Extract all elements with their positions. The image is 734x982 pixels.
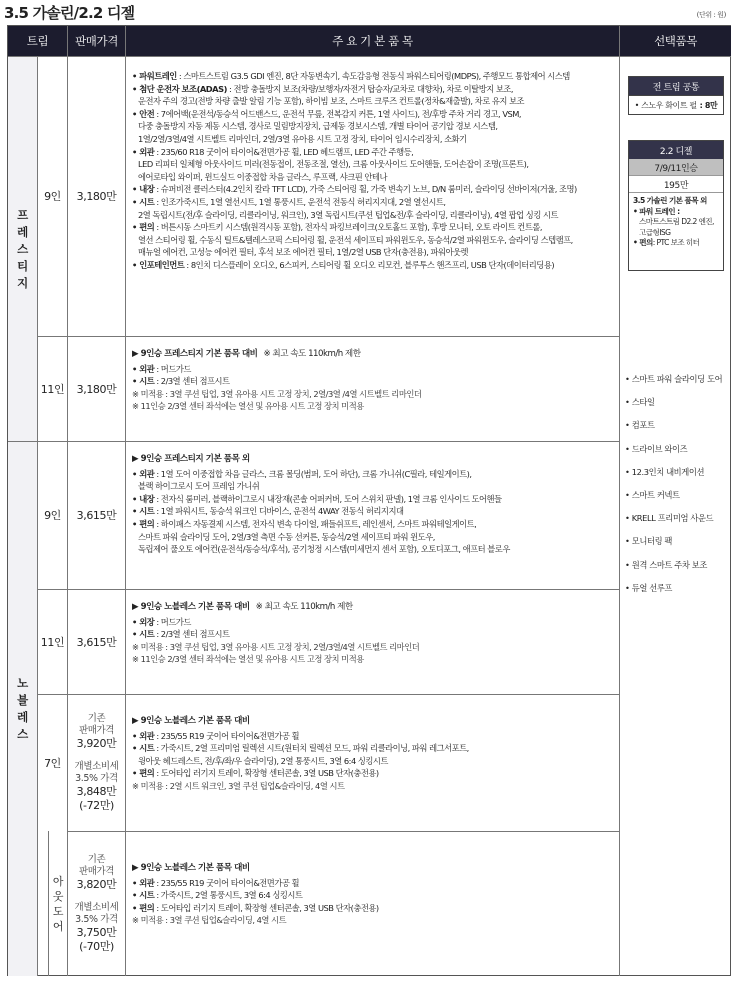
price-noblesse-7 [68,695,125,831]
spec-category: • 시트 [132,629,155,640]
spec-category: • 시트 [132,506,155,517]
option-diesel: 2.2 디젤 7/9/11인승 195만 3.5 가솔린 기본 품목 외 • 파워 트레인 : 스마트스트림 D2.2 엔진, 고급형ISG • 편의: PTC 보조 히터 [628,140,724,271]
spec-continuation: 스마트 파워 슬라이딩 도어, 2열/3열 측면 수동 선커튼, 동승석/2열 세이프티 파워 윈도우, [138,531,435,542]
option-item: • 컴포트 [625,420,655,431]
spec-continuation: 운전자 주의 경고(전방 차량 출발 알림 기능 포함), 하이빔 보조, 스마트 크루즈 컨트롤(정차&재출발), 차로 유지 보조 [138,96,525,107]
option-item: • 스마트 커넥트 [625,490,680,501]
trim-prestige-char: 프 [17,207,28,222]
spec-line: • 편의 : 도어타입 러기지 트레이, 확장형 센터콘솔, 3열 USB 단자(충전용) [132,768,379,779]
price-prestige-9: 3,180만 [76,190,117,203]
spec-heading: ▶ 9인승 노블레스 기본 품목 대비 [132,716,250,726]
seats-noblesse-11: 11인 [40,635,65,649]
spec-category: • 시트 [132,196,155,207]
seats-noblesse-7: 7인 [44,756,61,770]
trim-noblesse-char: 스 [17,727,28,741]
spec-continuation: 매뉴얼 에어컨, 고성능 에어컨 필터, 후석 보조 에어컨 필터, 1열/2열 USB 단자(충전용), 파워아웃렛 [138,247,469,258]
spec-speed-limit-note: ※ 최고 속도 110km/h 제한 [263,349,361,359]
option-snow-white-pearl: • 스노우 화이트 펄 [634,100,697,110]
option-list [625,368,722,600]
trim-prestige-char: 레 [17,224,28,239]
spec-line: • 첨단 운전자 보조(ADAS) : 전방 충돌방지 보조(차량/보행자/자전거 탑승자/교차로 대향차), 차로 이탈방지 보조, [132,83,514,94]
spec-line: • 파워트레인 : 스마트스트림 G3.5 GDI 엔진, 8단 자동변속기, 속도감응형 전동식 파워스티어링(MDPS), 주행모드 통합제어 시스템 [132,71,570,81]
spec-line: • 외관 : 235/60 R18 굿이어 타이어&전면가공 휠, LED 헤드램프, LED 주간 주행등, [132,146,414,157]
spec-category: • 시트 [132,890,155,901]
label-new-price: 개별소비세 3.5% 가격 [74,761,119,784]
option-diesel-base: 3.5 가솔린 기본 품목 외 [633,196,707,205]
spec-category: • 내장 [132,184,155,195]
trim-noblesse [8,442,37,976]
spec-continuation: 윙아웃 헤드레스트, 전/후/좌/우 슬라이딩), 2열 통풍시트, 3열 6:4 싱킹시트 [138,755,388,766]
spec-line: • 시트 : 2/3열 센터 점프시트 [132,376,230,387]
option-diesel-pt-label: • 파워 트레인 [633,206,676,216]
spec-category: • 편의 [132,222,155,233]
spec-continuation: 에어로타입 와이퍼, 윈드실드 이중접합 차음 글라스, 루프랙, 샤크핀 안테나 [138,171,387,182]
spec-note: ※ 미적용 : 3열 쿠션 팁업, 3열 유아용 시트 고정 장치, 2열/3열/4열 시트벨트 리마인더 [132,641,420,652]
seats-outdoor [48,832,68,976]
seats-prestige-11: 11인 [40,382,65,396]
spec-continuation: LED 리피터 일체형 아웃사이드 미러(전동접이, 전동조절, 열선), 크롬 아웃사이드 도어핸들, 도어손잡이 조명(프론트), [138,159,529,170]
old-price: 3,920만 [76,737,117,750]
spec-note: ※ 미적용 : 3열 쿠션 팁업, 3열 유아용 시트 고정 장치, 2열/3열 /4열 시트벨트 리마인더 [132,388,422,399]
spec-category: • 외관 [132,730,155,741]
page-title: 3.5 가솔린/2.2 디젤 [4,4,135,22]
spec-continuation: 다중 충돌방지 자동 제동 시스템, 경사로 밀림방지장치, 급제동 경보시스템, 개별 타이어 공기압 경보 시스템, [138,121,498,132]
spec-line: • 편의 : 버튼시동 스마트키 시스템(원격시동 포함), 전자식 파킹브레이크(오토홀드 포함), 후방 모니터, 오토 라이트 컨트롤, [132,222,542,233]
spec-line: • 인포테인먼트 : 8인치 디스플레이 오디오, 6스피커, 스티어링 휠 오디오 리모컨, 블루투스 핸즈프리, USB 단자(데이터리딩용) [132,259,555,270]
spec-category: • 편의 [132,768,155,779]
option-diesel-pt-value: 스마트스트림 D2.2 엔진, 고급형ISG [639,217,714,237]
spec-category: • 내장 [132,493,155,504]
spec-line: • 시트 : 인조가죽시트, 1열 열선시트, 1열 통풍시트, 운전석 전동식 허리지지대, 2열 열선시트, [132,196,446,207]
trim-prestige-char: 티 [17,258,28,273]
price-noblesse-11: 3,615만 [76,635,117,649]
price-prestige-11: 3,180만 [76,382,117,396]
spec-note: ※ 미적용 : 2열 시트 워크인, 3열 쿠션 팁업&슬라이딩, 4열 시트 [132,780,345,791]
spec-category: • 외관 [132,363,155,374]
new-price: 3,750만 [76,926,117,939]
spec-category: • 외관 [132,877,155,888]
spec-continuation: 2열 독립시트(전/후 슬라이딩, 리클라이닝, 워크인), 3열 독립시트(쿠션 팁업&전/후 슬라이딩, 리클라이닝), 4열 팝업 싱킹 시트 [138,209,559,220]
spec-category: • 파워트레인 [132,71,177,81]
specs-noblesse-9 [132,453,510,556]
option-diesel-seats: 7/9/11인승 [629,159,723,175]
option-diesel-title: 2.2 디젤 [629,141,723,159]
spec-speed-limit-note: ※ 최고 속도 110km/h 제한 [255,602,353,612]
spec-heading: ▶ 9인승 프레스티지 기본 품목 외 [132,454,250,464]
spec-line: • 내장 : 전자식 룸미러, 블랙하이그로시 내장재(콘솔 어퍼커버, 도어 스위치 판넬), 1열 크롬 인사이드 도어핸들 [132,493,502,504]
header-trim: 트림 [8,26,67,56]
specs-outdoor [132,862,379,927]
seats-prestige-9: 9인 [44,190,61,203]
option-snow-white-pearl-price: : 8만 [699,100,718,110]
trim-noblesse-char: 노 [17,676,28,690]
spec-line: • 외장 : 머드가드 [132,616,191,627]
header-price: 판매가격 [68,26,125,56]
option-item: • 모니터링 팩 [625,536,673,547]
option-diesel-conv-label: • 편의 [633,238,653,247]
spec-heading: ▶ 9인승 노블레스 기본 품목 대비 [132,863,250,873]
option-diesel-conv-value: : PTC 보조 히터 [652,238,700,247]
label-new-price: 개별소비세 3.5% 가격 [74,902,119,925]
spec-category: • 첨단 운전자 보조(ADAS) [132,83,227,94]
spec-line: • 편의 : 하이패스 자동결제 시스템, 전자식 변속 다이얼, 패들쉬프트, 레인센서, 스마트 파워테일게이트, [132,518,477,529]
price-diff: (-72만) [79,799,114,812]
trim-prestige-char: 스 [17,241,28,256]
price-outdoor [68,832,125,976]
old-price: 3,820만 [76,878,117,891]
option-item: • 원격 스마트 주차 보조 [625,559,707,570]
seats-outdoor-char: 도 [52,905,64,918]
seats-noblesse-9: 9인 [44,509,61,522]
spec-line: • 외관 : 235/55 R19 굿이어 타이어&전면가공 휠 [132,730,299,741]
spec-category: • 시트 [132,376,155,387]
option-item: • 스마트 파워 슬라이딩 도어 [625,374,723,384]
spec-note: ※ 11인승 2/3열 센터 좌석에는 열선 및 유아용 시트 고정 장치 미적용 [132,401,364,412]
spec-heading: ▶ 9인승 프레스티지 기본 품목 대비 ※ 최고 속도 110km/h 제한 [132,349,361,359]
label-old-price: 기존 판매가격 [78,713,115,736]
seats-outdoor-char: 아 [52,875,64,888]
spec-category: • 편의 [132,902,155,913]
trim-price-table [7,25,731,976]
trim-noblesse-char: 레 [17,710,28,724]
spec-line: • 시트 : 2/3열 센터 점프시트 [132,629,230,640]
spec-continuation: 독립제어 풀오토 에어컨(운전석/동승석/후석), 공기청정 시스템(미세먼지 센서 포함), 오토디포그, 애프터 블로우 [138,544,510,555]
spec-line: • 시트 : 가죽시트, 2열 프리미엄 릴렉션 시트(원터치 릴렉션 모드, 파워 리클라이닝, 파워 레그서포트, [132,743,469,754]
spec-line: • 편의 : 도어타입 러기지 트레이, 확장형 센터콘솔, 3열 USB 단자(충전용) [132,902,379,913]
spec-line: • 내장 : 슈퍼비전 클러스터(4.2인치 칼라 TFT LCD), 가죽 스티어링 휠, 가죽 변속기 노브, D/N 룸미러, 슬라이딩 선바이저(거울, 조명) [132,184,577,195]
spec-category: • 외관 [132,468,155,479]
spec-category: • 인포테인먼트 [132,259,185,270]
seats-outdoor-char: 어 [52,920,64,933]
spec-note: ※ 미적용 : 3열 쿠션 팁업&슬라이딩, 4열 시트 [132,915,287,926]
price-noblesse-9: 3,615만 [76,509,117,522]
header-specs: 주 요 기 본 품 목 [126,26,619,56]
specs-noblesse-11 [132,601,419,666]
option-item: • 드라이브 와이즈 [625,443,688,454]
option-common-title: 전 트림 공통 [629,77,723,95]
spec-line: • 외관 : 235/55 R19 굿이어 타이어&전면가공 휠 [132,877,299,888]
option-diesel-price: 195만 [629,175,723,192]
option-item: • KRELL 프리미엄 사운드 [625,513,714,524]
spec-line: • 외관 : 머드가드 [132,363,191,374]
trim-prestige [8,57,37,441]
spec-note: ※ 11인승 2/3열 센터 좌석에는 열선 및 유아용 시트 고정 장치 미적용 [132,654,364,665]
spec-heading: ▶ 9인승 노블레스 기본 품목 대비 ※ 최고 속도 110km/h 제한 [132,602,353,612]
trim-prestige-char: 지 [17,275,28,290]
option-item: • 듀얼 선루프 [625,582,673,593]
price-diff: (-70만) [79,940,114,953]
spec-line: • 안전 : 7에어백(운전석/동승석 어드밴스드, 운전석 무릎, 전복감지 커튼, 1열 사이드), 전/후방 주차 거리 경고, VSM, [132,108,522,119]
spec-continuation: 1열/2열/3열/4열 시트벨트 리마인더, 2열/3열 유아용 시트 고정 장치, 타이어 임시수리장치, 소화기 [138,133,467,144]
label-old-price: 기존 판매가격 [78,854,115,877]
option-item: • 스타일 [625,397,655,408]
spec-category: • 시트 [132,743,155,754]
option-item: • 12.3인치 내비게이션 [625,466,705,477]
spec-continuation: 블랙 하이그로시 도어 프레임 가니쉬 [138,481,260,492]
spec-line: • 시트 : 가죽시트, 2열 통풍시트, 3열 6:4 싱킹시트 [132,890,303,901]
spec-line: • 외관 : 1열 도어 이중접합 차음 글라스, 크롬 몰딩(범퍼, 도어 하단), 크롬 가니쉬(C필라, 테일게이트), [132,468,472,479]
trim-noblesse-char: 블 [17,693,28,707]
header-options: 선택품목 [620,26,731,56]
spec-category: • 편의 [132,518,155,529]
spec-line: • 시트 : 1열 파워시트, 동승석 워크인 디바이스, 운전석 4WAY 전동식 허리지지대 [132,506,404,517]
option-common [628,76,724,115]
specs-prestige-11 [132,348,421,413]
specs-prestige-9 [132,70,577,272]
new-price: 3,848만 [76,785,117,798]
seats-outdoor-char: 웃 [52,890,64,903]
spec-continuation: 열선 스티어링 휠, 수동식 틸트&텔레스코픽 스티어링 휠, 운전석 세이프티 파워윈도우, 동승석/2열 파워윈도우, 슬라이딩 스텝램프, [138,234,573,245]
spec-category: • 외관 [132,146,155,157]
spec-category: • 안전 [132,108,155,119]
unit-label: (단위 : 원) [696,11,726,19]
specs-noblesse-7 [132,715,469,793]
spec-category: • 외장 [132,616,155,627]
